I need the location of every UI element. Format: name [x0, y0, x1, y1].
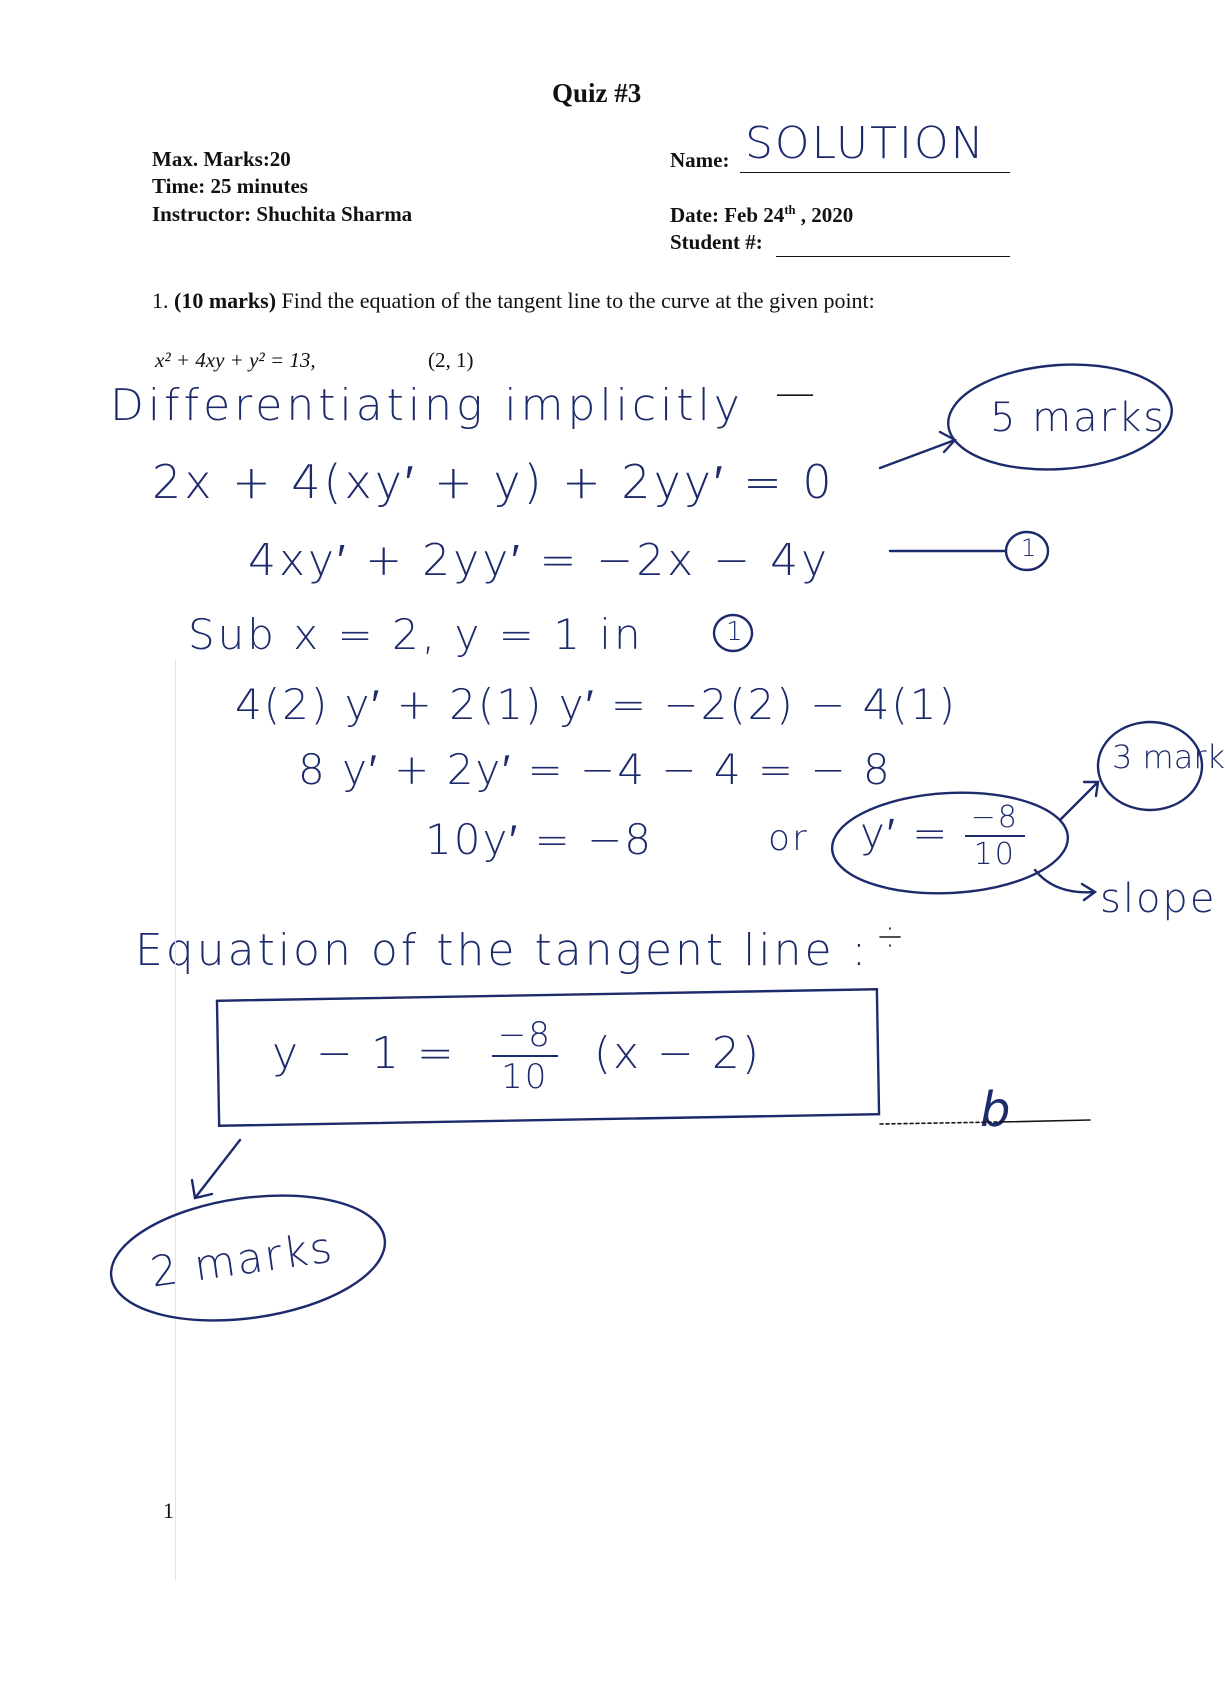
- date-sup: th: [784, 203, 796, 217]
- date-suffix: , 2020: [795, 203, 854, 227]
- initials-underline: [1000, 1120, 1090, 1122]
- final-denominator: 10: [501, 1057, 549, 1097]
- tangent-heading: Equation of the tangent line :: [135, 925, 870, 976]
- final-numerator: −8: [492, 1015, 558, 1057]
- solution-heading: Differentiating implicitly: [110, 380, 744, 431]
- circle-5-marks: [945, 357, 1176, 476]
- step-evaluate: 4(2) y′ + 2(1) y′ = −2(2) − 4(1): [235, 680, 957, 729]
- slope-denominator: 10: [973, 837, 1016, 872]
- instructor: Instructor: Shuchita Sharma: [152, 202, 413, 226]
- badge-2-marks: 2 marks: [147, 1222, 337, 1297]
- final-rhs: (x − 2): [593, 1028, 762, 1079]
- dotted-rule: [880, 1122, 1000, 1124]
- slope-label: slope: [1100, 876, 1217, 922]
- step-combine: 10y′ = −8: [425, 815, 653, 864]
- arrow-3-marks: [1060, 782, 1098, 820]
- step-collect: 4xy′ + 2yy′ = −2x − 4y: [248, 535, 831, 586]
- division-dots: [880, 928, 900, 946]
- time-limit: Time: 25 minutes: [152, 174, 308, 198]
- final-lhs: y − 1 =: [272, 1028, 456, 1079]
- substitute-ref-1: 1: [726, 617, 745, 647]
- heading-dash: —: [775, 370, 817, 416]
- arrow-2-marks: [192, 1140, 240, 1198]
- circle-eqref-1: [1006, 532, 1048, 570]
- step-differentiate: 2x + 4(xy′ + y) + 2yy′ = 0: [152, 455, 835, 509]
- yprime-label: y′ =: [860, 808, 950, 858]
- arrow-step1: [880, 432, 955, 468]
- circle-subref-1: [714, 615, 752, 651]
- slope-numerator: −8: [965, 800, 1025, 837]
- page-number: 1: [163, 1498, 174, 1523]
- circle-slope: [830, 787, 1071, 899]
- date-prefix: Date: Feb 24: [670, 203, 785, 227]
- circle-2-marks: [103, 1179, 393, 1336]
- curve-equation: x² + 4xy + y² = 13,: [155, 348, 316, 372]
- name-value: SOLUTION: [745, 118, 986, 169]
- step-substitute: Sub x = 2, y = 1 in: [188, 610, 644, 659]
- given-point: (2, 1): [428, 348, 474, 372]
- max-marks: Max. Marks:20: [152, 147, 291, 171]
- question-text: Find the equation of the tangent line to the curve at the given point:: [281, 288, 875, 313]
- name-label: Name:: [670, 148, 730, 172]
- student-number-label: Student #:: [670, 230, 763, 254]
- badge-5-marks: 5 marks: [990, 395, 1167, 441]
- circle-3-marks: [1098, 722, 1202, 810]
- equation-ref-1: 1: [1021, 534, 1039, 562]
- question-number: 1.: [152, 288, 169, 313]
- quiz-title: Quiz #3: [552, 78, 642, 108]
- question-marks: (10 marks): [174, 288, 277, 313]
- step-simplify: 8 y′ + 2y′ = −4 − 4 = − 8: [298, 745, 892, 794]
- grader-initials: b: [980, 1082, 1013, 1138]
- or-word: or: [768, 818, 809, 859]
- badge-3-marks: 3 mark: [1112, 738, 1225, 776]
- answer-box: [217, 989, 879, 1125]
- arrow-slope: [1035, 870, 1095, 900]
